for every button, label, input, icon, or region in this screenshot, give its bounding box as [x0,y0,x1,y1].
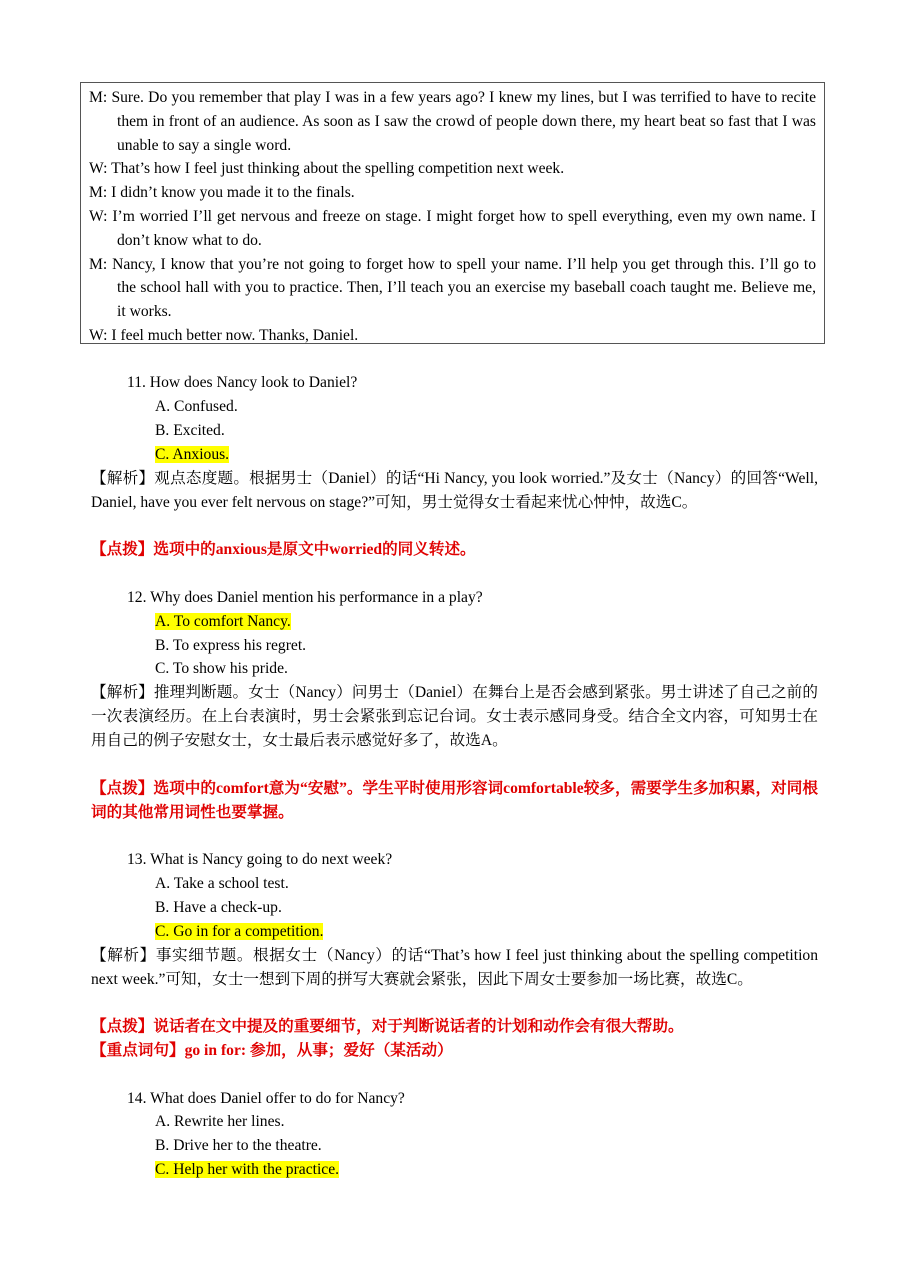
tip-13: 【点拨】说话者在文中提及的重要细节，对于判断说话者的计划和动作会有很大帮助。 [91,1018,684,1035]
dialogue-line: M: Nancy, I know that you’re not going to forget how to spell your name. I’ll help you get through this. I’ll go to the school hall with you to practice. Then, I’ll teach you an exercise my baseball coach taught me. Believe me, it works. [89,255,816,321]
option-13-a: A. Take a school test. [155,875,289,892]
answer-highlight: C. Anxious. [155,446,230,463]
analysis-11: 【解析】观点态度题。根据男士（Daniel）的话“Hi Nancy, you look worried.”及女士（Nancy）的回答“Well, Daniel, have you ever felt nervous on stage?”可知，男士觉得女士看起来忧心忡忡，故选C。 [91,470,818,511]
dialogue-line: W: That’s how I feel just thinking about the spelling competition next week. [89,160,565,178]
option-14-c-answer [155,1158,339,1182]
option-14-a: A. Rewrite her lines. [155,1113,285,1130]
dialogue-line: M: I didn’t know you made it to the finals. [89,184,355,202]
question-12: 12. Why does Daniel mention his performance in a play? [127,589,483,606]
question-14: 14. What does Daniel offer to do for Nancy? [127,1090,405,1107]
question-11: 11. How does Nancy look to Daniel? [127,374,358,391]
dialogue-line: M: Sure. Do you remember that play I was in a few years ago? I knew my lines, but I was terrified to have to recite them in front of an audience. As soon as I saw the crowd of people down there, my heart beat so fast that I was unable to say a single word. [89,89,816,154]
tip-12: 【点拨】选项中的comfort意为“安慰”。学生平时使用形容词comfortable较多，需要学生多加积累，对同根词的其他常用词性也要掌握。 [91,780,818,821]
option-11-a: A. Confused. [155,398,238,415]
option-12-a-answer [155,610,291,634]
option-12-c: C. To show his pride. [155,660,288,677]
option-12-b: B. To express his regret. [155,637,307,654]
option-14-b: B. Drive her to the theatre. [155,1137,322,1154]
option-13-c-answer [155,920,323,944]
answer-highlight: C. Help her with the practice. [155,1161,340,1178]
question-13: 13. What is Nancy going to do next week? [127,851,393,868]
tip-11: 【点拨】选项中的anxious是原文中worried的同义转述。 [91,541,476,558]
dialogue-line: W: I’m worried I’ll get nervous and freeze on stage. I might forget how to spell everything, even my own name. I don’t know what to do. [89,207,816,249]
option-11-c-answer [155,443,229,467]
answer-highlight: A. To comfort Nancy. [155,613,291,630]
answer-highlight: C. Go in for a competition. [155,923,324,940]
dialogue-transcript-box [80,82,825,344]
option-13-b: B. Have a check-up. [155,899,282,916]
analysis-12: 【解析】推理判断题。女士（Nancy）问男士（Daniel）在舞台上是否会感到紧张。男士讲述了自己之前的一次表演经历。在上台表演时，男士会紧张到忘记台词。女士表示感同身受。结合全文内容，可知男士在用自己的例子安慰女士，女士最后表示感觉好多了，故选A。 [91,684,818,749]
analysis-13: 【解析】事实细节题。根据女士（Nancy）的话“That’s how I feel just thinking about the spelling competition next week.”可知，女士一想到下周的拼写大赛就会紧张，因此下周女士要参加一场比赛，故选C。 [91,947,818,988]
dialogue-line: W: I feel much better now. Thanks, Daniel. [89,326,359,344]
key-phrase-13: 【重点词句】go in for: 参加，从事；爱好（某活动） [91,1042,453,1059]
option-11-b: B. Excited. [155,422,225,439]
